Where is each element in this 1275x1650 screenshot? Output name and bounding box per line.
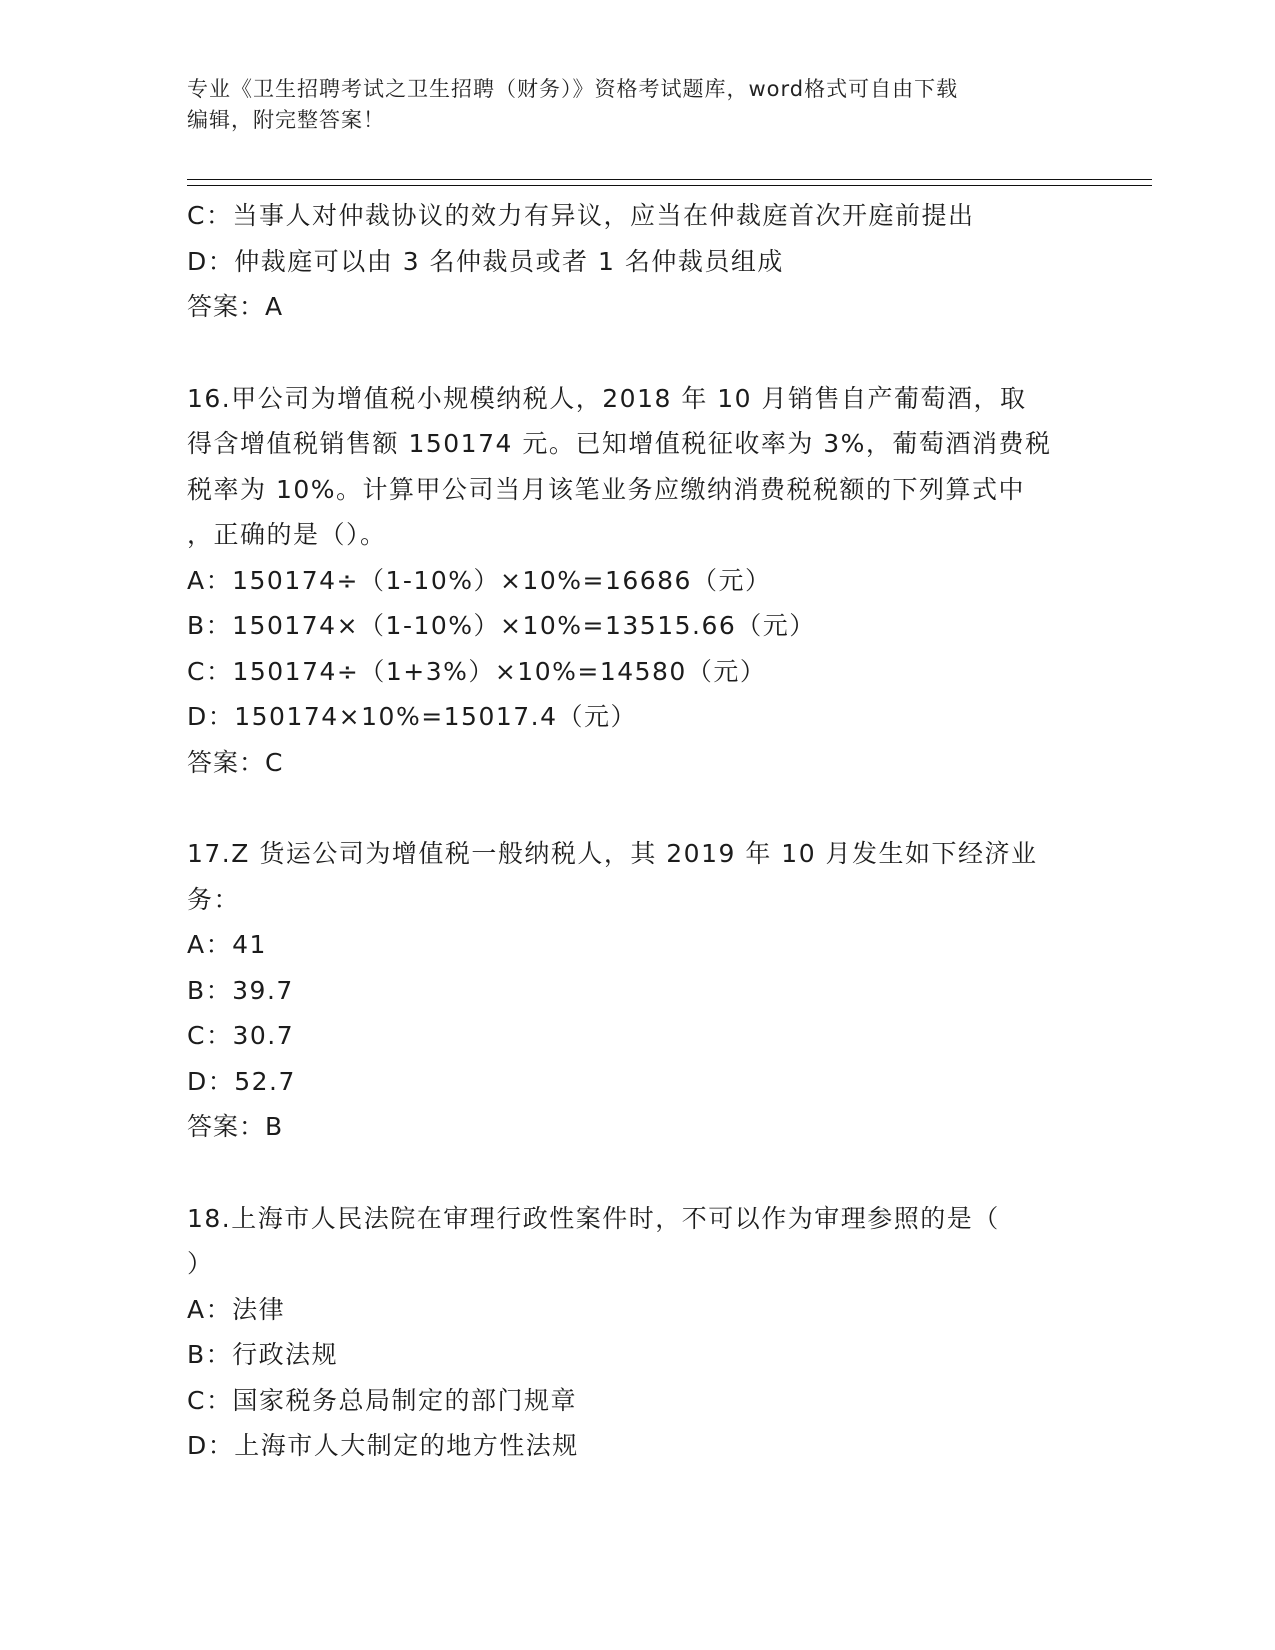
question-18 xyxy=(187,1196,1087,1469)
option-c: C：30.7 xyxy=(187,1021,295,1050)
option-a: A：法律 xyxy=(187,1294,286,1324)
option-a: A：41 xyxy=(187,930,267,959)
option-a: A：150174÷（1-10%）×10%=16686（元） xyxy=(187,565,772,595)
option-d: D：52.7 xyxy=(187,1066,296,1096)
question-stem-line: 得含增值税销售额 150174 元。已知增值税征收率为 3%，葡萄酒消费税 xyxy=(187,429,1052,458)
option-d: D：仲裁庭可以由 3 名仲裁员或者 1 名仲裁员组成 xyxy=(187,246,784,276)
header-line-1: 专业《卫生招聘考试之卫生招聘（财务）》资格考试题库，word格式可自由下载 xyxy=(187,77,959,101)
option-b: B：150174×（1-10%）×10%=13515.66（元） xyxy=(187,611,816,640)
option-c: C：国家税务总局制定的部门规章 xyxy=(187,1385,577,1415)
page-header xyxy=(187,74,1067,136)
question-stem-line: 税率为 10%。计算甲公司当月该笔业务应缴纳消费税税额的下列算式中 xyxy=(187,474,1026,504)
question-stem-line: 17.Z 货运公司为增值税一般纳税人，其 2019 年 10 月发生如下经济业 xyxy=(187,839,1038,868)
question-stem-line: 务： xyxy=(187,884,241,914)
question-list xyxy=(187,193,1087,1469)
spacer xyxy=(187,1150,1087,1196)
question-15 xyxy=(187,193,1087,330)
option-b: B：行政法规 xyxy=(187,1340,339,1369)
answer-line: 答案：B xyxy=(187,1112,284,1141)
question-stem-line: 16.甲公司为增值税小规模纳税人，2018 年 10 月销售自产葡萄酒，取 xyxy=(187,383,1027,413)
spacer xyxy=(187,330,1087,376)
question-17 xyxy=(187,831,1087,1150)
question-stem-line: ） xyxy=(187,1249,214,1278)
option-d: D：上海市人大制定的地方性法规 xyxy=(187,1431,579,1460)
question-stem-line: ，正确的是（）。 xyxy=(187,520,387,549)
answer-line: 答案：A xyxy=(187,292,284,321)
option-c: C：150174÷（1+3%）×10%=14580（元） xyxy=(187,656,767,686)
header-divider-top xyxy=(187,179,1152,180)
spacer xyxy=(187,785,1087,831)
option-d: D：150174×10%=15017.4（元） xyxy=(187,702,638,731)
header-line-2: 编辑，附完整答案！ xyxy=(187,108,385,132)
option-b: B：39.7 xyxy=(187,975,294,1005)
question-16 xyxy=(187,376,1087,786)
question-stem-line: 18.上海市人民法院在审理行政性案件时，不可以作为审理参照的是（ xyxy=(187,1203,1000,1233)
option-c: C：当事人对仲裁协议的效力有异议，应当在仲裁庭首次开庭前提出 xyxy=(187,201,975,230)
header-divider-bottom xyxy=(187,185,1152,186)
answer-line: 答案：C xyxy=(187,747,284,777)
